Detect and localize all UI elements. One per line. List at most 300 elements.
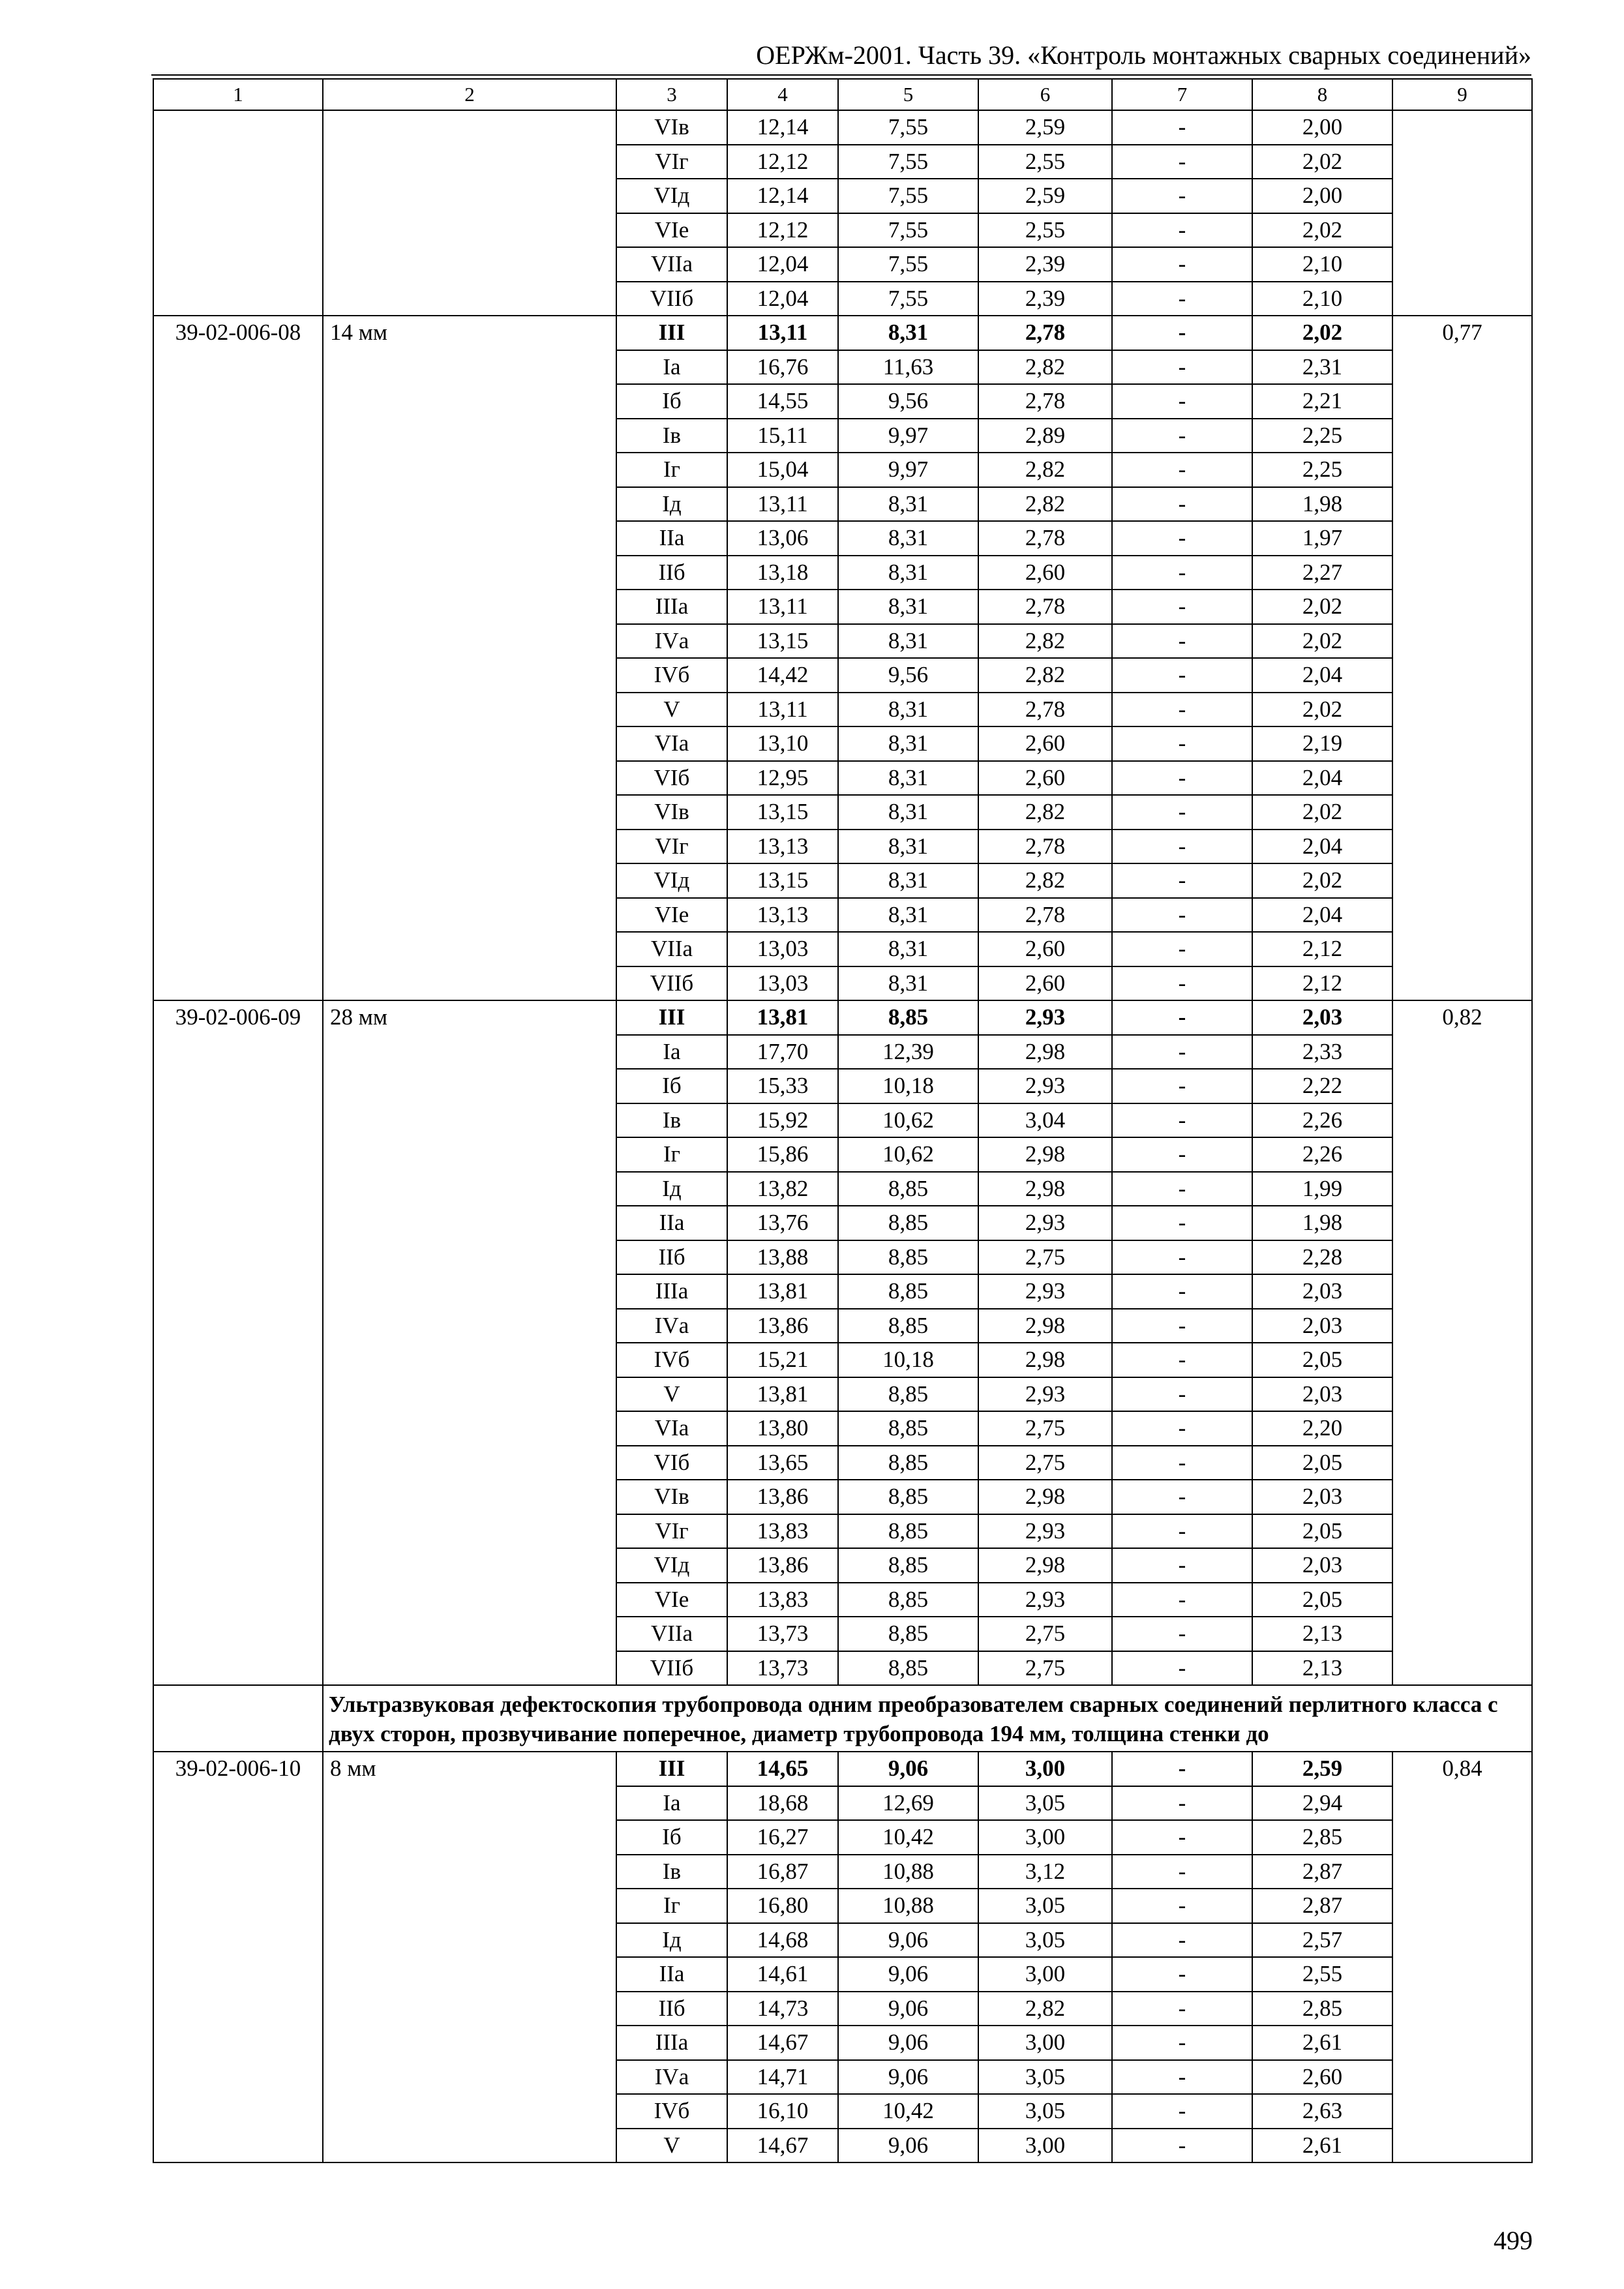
value-col7-cell: - — [1112, 1137, 1252, 1172]
value-col6-cell: 2,75 — [978, 1617, 1112, 1651]
value-col8-cell: 2,04 — [1252, 658, 1392, 693]
value-col6-cell: 2,93 — [978, 1514, 1112, 1549]
value-col7-cell: - — [1112, 1377, 1252, 1412]
value-col7-cell: - — [1112, 487, 1252, 522]
value-col4-cell: 13,86 — [727, 1548, 838, 1583]
value-col4-cell: 15,04 — [727, 453, 838, 487]
value-col4-cell: 12,04 — [727, 247, 838, 282]
value-col8-cell: 2,85 — [1252, 1820, 1392, 1855]
value-col5-cell: 8,85 — [838, 1411, 978, 1446]
value-col8-cell: 2,59 — [1252, 1752, 1392, 1786]
value-col8-cell: 2,03 — [1252, 1377, 1392, 1412]
zone-cell: VIIа — [616, 247, 727, 282]
value-col6-cell: 3,00 — [978, 1957, 1112, 1992]
value-col8-cell: 2,21 — [1252, 384, 1392, 419]
zone-cell: Iд — [616, 1923, 727, 1958]
value-col6-cell: 2,60 — [978, 966, 1112, 1001]
value-col7-cell: - — [1112, 932, 1252, 966]
zone-cell: IIа — [616, 521, 727, 556]
column-number: 9 — [1392, 79, 1532, 110]
value-col7-cell: - — [1112, 1240, 1252, 1275]
value-col8-cell: 2,33 — [1252, 1035, 1392, 1070]
value-col7-cell: - — [1112, 2060, 1252, 2095]
value-col4-cell: 12,04 — [727, 282, 838, 316]
value-col4-cell: 13,15 — [727, 863, 838, 898]
value-col5-cell: 8,31 — [838, 624, 978, 659]
value-col4-cell: 15,33 — [727, 1069, 838, 1103]
value-col8-cell: 2,85 — [1252, 1992, 1392, 2026]
value-col8-cell: 2,04 — [1252, 761, 1392, 796]
value-col5-cell: 7,55 — [838, 179, 978, 213]
wall-thickness-cell — [323, 110, 616, 316]
zone-cell: VIе — [616, 1583, 727, 1617]
value-col4-cell: 16,76 — [727, 350, 838, 385]
value-col8-cell: 1,98 — [1252, 1206, 1392, 1240]
column-number: 3 — [616, 79, 727, 110]
value-col6-cell: 2,78 — [978, 521, 1112, 556]
zone-cell: VIIб — [616, 1651, 727, 1686]
value-col8-cell: 1,99 — [1252, 1172, 1392, 1206]
value-col6-cell: 2,75 — [978, 1651, 1112, 1686]
value-col5-cell: 8,31 — [838, 830, 978, 864]
value-col8-cell: 2,20 — [1252, 1411, 1392, 1446]
zone-cell: VIг — [616, 830, 727, 864]
value-col8-cell: 2,10 — [1252, 282, 1392, 316]
value-col8-cell: 2,10 — [1252, 247, 1392, 282]
value-col8-cell: 2,05 — [1252, 1343, 1392, 1377]
value-col7-cell: - — [1112, 1820, 1252, 1855]
value-col4-cell: 13,76 — [727, 1206, 838, 1240]
value-col8-cell: 2,00 — [1252, 110, 1392, 145]
zone-cell: VIIа — [616, 1617, 727, 1651]
zone-cell: Iб — [616, 384, 727, 419]
value-col5-cell: 8,85 — [838, 1548, 978, 1583]
value-col7-cell: - — [1112, 1172, 1252, 1206]
value-col8-cell: 2,13 — [1252, 1651, 1392, 1686]
value-col4-cell: 13,11 — [727, 693, 838, 727]
value-col8-cell: 2,04 — [1252, 898, 1392, 933]
value-col7-cell: - — [1112, 1343, 1252, 1377]
value-col8-cell: 2,87 — [1252, 1889, 1392, 1923]
value-col8-cell: 2,03 — [1252, 1000, 1392, 1035]
zone-cell: Iд — [616, 1172, 727, 1206]
rates-table — [153, 78, 1533, 2163]
zone-cell: IIа — [616, 1957, 727, 1992]
value-col6-cell: 2,82 — [978, 863, 1112, 898]
value-col8-cell: 2,25 — [1252, 453, 1392, 487]
value-col6-cell: 3,05 — [978, 2060, 1112, 2095]
value-col7-cell: - — [1112, 863, 1252, 898]
value-col6-cell: 3,00 — [978, 1752, 1112, 1786]
value-col5-cell: 8,31 — [838, 898, 978, 933]
value-col5-cell: 10,62 — [838, 1103, 978, 1138]
value-col5-cell: 10,18 — [838, 1343, 978, 1377]
value-col5-cell: 10,18 — [838, 1069, 978, 1103]
value-col7-cell: - — [1112, 419, 1252, 453]
value-col4-cell: 13,06 — [727, 521, 838, 556]
page-number: 499 — [1494, 2226, 1533, 2255]
value-col5-cell: 8,31 — [838, 726, 978, 761]
value-col8-cell: 2,02 — [1252, 316, 1392, 350]
zone-cell: IIб — [616, 1992, 727, 2026]
value-col4-cell: 13,83 — [727, 1514, 838, 1549]
value-col6-cell: 2,93 — [978, 1274, 1112, 1309]
rate-col9-cell: 0,84 — [1392, 1752, 1532, 2162]
value-col6-cell: 2,82 — [978, 350, 1112, 385]
value-col6-cell: 2,60 — [978, 761, 1112, 796]
value-col6-cell: 2,78 — [978, 384, 1112, 419]
value-col7-cell: - — [1112, 1957, 1252, 1992]
zone-cell: V — [616, 2129, 727, 2163]
zone-cell: III — [616, 1752, 727, 1786]
zone-cell: IVб — [616, 2094, 727, 2129]
value-col4-cell: 13,13 — [727, 830, 838, 864]
value-col4-cell: 12,14 — [727, 110, 838, 145]
rate-col9-cell: 0,77 — [1392, 316, 1532, 1000]
value-col5-cell: 10,62 — [838, 1137, 978, 1172]
value-col8-cell: 2,03 — [1252, 1480, 1392, 1514]
value-col6-cell: 3,05 — [978, 1923, 1112, 1958]
value-col8-cell: 2,02 — [1252, 795, 1392, 830]
value-col6-cell: 2,93 — [978, 1583, 1112, 1617]
value-col4-cell: 14,68 — [727, 1923, 838, 1958]
value-col5-cell: 8,31 — [838, 590, 978, 624]
value-col4-cell: 14,55 — [727, 384, 838, 419]
rate-col9-cell — [1392, 110, 1532, 316]
value-col7-cell: - — [1112, 2129, 1252, 2163]
zone-cell: Iг — [616, 453, 727, 487]
value-col6-cell: 3,05 — [978, 1786, 1112, 1821]
value-col4-cell: 14,67 — [727, 2129, 838, 2163]
value-col5-cell: 8,31 — [838, 795, 978, 830]
zone-cell: III — [616, 1000, 727, 1035]
zone-cell: III — [616, 316, 727, 350]
zone-cell: VIд — [616, 863, 727, 898]
value-col5-cell: 8,31 — [838, 932, 978, 966]
zone-cell: V — [616, 693, 727, 727]
value-col6-cell: 2,60 — [978, 726, 1112, 761]
value-col7-cell: - — [1112, 1309, 1252, 1343]
value-col8-cell: 2,22 — [1252, 1069, 1392, 1103]
value-col8-cell: 2,12 — [1252, 932, 1392, 966]
value-col7-cell: - — [1112, 1617, 1252, 1651]
zone-cell: IVа — [616, 624, 727, 659]
value-col5-cell: 8,85 — [838, 1480, 978, 1514]
value-col6-cell: 2,55 — [978, 213, 1112, 248]
wall-thickness-cell: 14 мм — [323, 316, 616, 1000]
zone-cell: Iв — [616, 1103, 727, 1138]
value-col4-cell: 16,87 — [727, 1855, 838, 1889]
value-col5-cell: 9,06 — [838, 2060, 978, 2095]
value-col8-cell: 2,55 — [1252, 1957, 1392, 1992]
value-col8-cell: 2,25 — [1252, 419, 1392, 453]
value-col7-cell: - — [1112, 316, 1252, 350]
value-col6-cell: 2,82 — [978, 487, 1112, 522]
column-number: 8 — [1252, 79, 1392, 110]
zone-cell: V — [616, 1377, 727, 1412]
value-col4-cell: 12,14 — [727, 179, 838, 213]
value-col5-cell: 7,55 — [838, 247, 978, 282]
value-col7-cell: - — [1112, 1855, 1252, 1889]
value-col7-cell: - — [1112, 1992, 1252, 2026]
zone-cell: VIд — [616, 179, 727, 213]
zone-cell: Iа — [616, 1035, 727, 1070]
value-col8-cell: 2,02 — [1252, 624, 1392, 659]
value-col7-cell: - — [1112, 1035, 1252, 1070]
rate-code-cell: 39-02-006-10 — [153, 1752, 323, 2162]
value-col5-cell: 7,55 — [838, 282, 978, 316]
value-col7-cell: - — [1112, 453, 1252, 487]
value-col8-cell: 2,26 — [1252, 1137, 1392, 1172]
value-col5-cell: 9,56 — [838, 658, 978, 693]
zone-cell: VIг — [616, 1514, 727, 1549]
rate-code-cell — [153, 110, 323, 316]
value-col6-cell: 2,55 — [978, 145, 1112, 179]
value-col6-cell: 3,05 — [978, 1889, 1112, 1923]
value-col4-cell: 13,11 — [727, 316, 838, 350]
value-col4-cell: 15,21 — [727, 1343, 838, 1377]
rate-col9-cell: 0,82 — [1392, 1000, 1532, 1685]
value-col7-cell: - — [1112, 1923, 1252, 1958]
value-col4-cell: 13,15 — [727, 624, 838, 659]
value-col4-cell: 16,80 — [727, 1889, 838, 1923]
value-col7-cell: - — [1112, 761, 1252, 796]
column-number: 1 — [153, 79, 323, 110]
value-col6-cell: 2,98 — [978, 1172, 1112, 1206]
value-col7-cell: - — [1112, 1548, 1252, 1583]
value-col6-cell: 2,93 — [978, 1377, 1112, 1412]
value-col5-cell: 8,85 — [838, 1617, 978, 1651]
value-col4-cell: 13,13 — [727, 898, 838, 933]
value-col7-cell: - — [1112, 898, 1252, 933]
value-col4-cell: 14,42 — [727, 658, 838, 693]
value-col5-cell: 8,85 — [838, 1583, 978, 1617]
value-col7-cell: - — [1112, 590, 1252, 624]
value-col5-cell: 8,31 — [838, 693, 978, 727]
value-col6-cell: 2,78 — [978, 693, 1112, 727]
value-col4-cell: 14,73 — [727, 1992, 838, 2026]
value-col8-cell: 2,60 — [1252, 2060, 1392, 2095]
value-col8-cell: 1,97 — [1252, 521, 1392, 556]
value-col5-cell: 8,31 — [838, 487, 978, 522]
value-col6-cell: 2,78 — [978, 316, 1112, 350]
value-col8-cell: 2,19 — [1252, 726, 1392, 761]
value-col4-cell: 13,03 — [727, 966, 838, 1001]
value-col6-cell: 2,39 — [978, 282, 1112, 316]
value-col5-cell: 8,85 — [838, 1274, 978, 1309]
value-col6-cell: 3,04 — [978, 1103, 1112, 1138]
value-col4-cell: 13,88 — [727, 1240, 838, 1275]
value-col6-cell: 2,75 — [978, 1446, 1112, 1480]
table-row — [153, 1752, 1532, 1786]
zone-cell: VIе — [616, 213, 727, 248]
value-col6-cell: 2,78 — [978, 590, 1112, 624]
value-col4-cell: 15,92 — [727, 1103, 838, 1138]
value-col6-cell: 2,93 — [978, 1069, 1112, 1103]
value-col7-cell: - — [1112, 1651, 1252, 1686]
value-col8-cell: 2,00 — [1252, 179, 1392, 213]
wall-thickness-cell: 8 мм — [323, 1752, 616, 2162]
value-col7-cell: - — [1112, 658, 1252, 693]
zone-cell: Iг — [616, 1137, 727, 1172]
value-col4-cell: 13,81 — [727, 1000, 838, 1035]
value-col5-cell: 8,85 — [838, 1172, 978, 1206]
value-col7-cell: - — [1112, 693, 1252, 727]
value-col6-cell: 2,82 — [978, 1992, 1112, 2026]
value-col6-cell: 2,82 — [978, 658, 1112, 693]
value-col5-cell: 7,55 — [838, 213, 978, 248]
value-col4-cell: 13,80 — [727, 1411, 838, 1446]
column-number: 6 — [978, 79, 1112, 110]
value-col5-cell: 9,06 — [838, 1992, 978, 2026]
value-col8-cell: 2,13 — [1252, 1617, 1392, 1651]
value-col6-cell: 2,98 — [978, 1480, 1112, 1514]
value-col6-cell: 2,75 — [978, 1411, 1112, 1446]
value-col5-cell: 8,31 — [838, 863, 978, 898]
value-col7-cell: - — [1112, 556, 1252, 590]
zone-cell: IIIа — [616, 2026, 727, 2060]
value-col4-cell: 12,12 — [727, 145, 838, 179]
rate-code-cell: 39-02-006-08 — [153, 316, 323, 1000]
value-col6-cell: 2,60 — [978, 556, 1112, 590]
value-col8-cell: 2,12 — [1252, 966, 1392, 1001]
value-col4-cell: 16,27 — [727, 1820, 838, 1855]
value-col5-cell: 9,06 — [838, 1957, 978, 1992]
value-col8-cell: 2,57 — [1252, 1923, 1392, 1958]
value-col6-cell: 2,98 — [978, 1035, 1112, 1070]
value-col8-cell: 2,61 — [1252, 2129, 1392, 2163]
value-col5-cell: 8,85 — [838, 1651, 978, 1686]
zone-cell: IVа — [616, 1309, 727, 1343]
value-col7-cell: - — [1112, 521, 1252, 556]
value-col6-cell: 2,93 — [978, 1000, 1112, 1035]
value-col5-cell: 10,88 — [838, 1855, 978, 1889]
value-col8-cell: 2,02 — [1252, 145, 1392, 179]
value-col4-cell: 13,18 — [727, 556, 838, 590]
zone-cell: VIб — [616, 761, 727, 796]
value-col8-cell: 2,03 — [1252, 1274, 1392, 1309]
zone-cell: VIIб — [616, 966, 727, 1001]
zone-cell: VIв — [616, 1480, 727, 1514]
value-col4-cell: 13,82 — [727, 1172, 838, 1206]
value-col5-cell: 11,63 — [838, 350, 978, 385]
value-col8-cell: 2,02 — [1252, 863, 1392, 898]
value-col4-cell: 13,11 — [727, 487, 838, 522]
value-col4-cell: 13,03 — [727, 932, 838, 966]
zone-cell: IVа — [616, 2060, 727, 2095]
value-col4-cell: 13,83 — [727, 1583, 838, 1617]
value-col4-cell: 14,71 — [727, 2060, 838, 2095]
value-col7-cell: - — [1112, 1786, 1252, 1821]
value-col5-cell: 12,39 — [838, 1035, 978, 1070]
value-col4-cell: 13,81 — [727, 1377, 838, 1412]
zone-cell: VIа — [616, 726, 727, 761]
section-heading: Ультразвуковая дефектоскопия трубопровода одним преобразователем сварных соединений перлитного класса с двух сторон, прозвучивание поперечное, диаметр трубопровода 194 мм, толщина стенки до — [323, 1685, 1532, 1752]
value-col8-cell: 2,31 — [1252, 350, 1392, 385]
table-row — [153, 110, 1532, 145]
value-col7-cell: - — [1112, 1752, 1252, 1786]
zone-cell: VIв — [616, 795, 727, 830]
zone-cell: Iа — [616, 350, 727, 385]
value-col4-cell: 13,86 — [727, 1480, 838, 1514]
zone-cell: Iв — [616, 1855, 727, 1889]
value-col7-cell: - — [1112, 830, 1252, 864]
value-col7-cell: - — [1112, 2094, 1252, 2129]
value-col6-cell: 3,00 — [978, 2129, 1112, 2163]
value-col4-cell: 14,65 — [727, 1752, 838, 1786]
header-rule — [151, 74, 1531, 76]
value-col4-cell: 12,95 — [727, 761, 838, 796]
value-col6-cell: 2,98 — [978, 1309, 1112, 1343]
value-col5-cell: 9,06 — [838, 2129, 978, 2163]
value-col8-cell: 2,87 — [1252, 1855, 1392, 1889]
value-col5-cell: 9,56 — [838, 384, 978, 419]
value-col7-cell: - — [1112, 110, 1252, 145]
zone-cell: VIе — [616, 898, 727, 933]
rate-code-cell: 39-02-006-09 — [153, 1000, 323, 1685]
value-col5-cell: 8,85 — [838, 1377, 978, 1412]
value-col8-cell: 2,03 — [1252, 1309, 1392, 1343]
zone-cell: Iб — [616, 1069, 727, 1103]
value-col8-cell: 2,02 — [1252, 590, 1392, 624]
value-col7-cell: - — [1112, 213, 1252, 248]
value-col6-cell: 3,00 — [978, 2026, 1112, 2060]
value-col5-cell: 9,97 — [838, 453, 978, 487]
value-col5-cell: 8,31 — [838, 521, 978, 556]
value-col7-cell: - — [1112, 1583, 1252, 1617]
zone-cell: IIIа — [616, 590, 727, 624]
value-col7-cell: - — [1112, 1206, 1252, 1240]
value-col5-cell: 9,97 — [838, 419, 978, 453]
value-col4-cell: 13,73 — [727, 1617, 838, 1651]
value-col5-cell: 8,85 — [838, 1309, 978, 1343]
value-col7-cell: - — [1112, 350, 1252, 385]
value-col5-cell: 8,31 — [838, 316, 978, 350]
column-number: 5 — [838, 79, 978, 110]
value-col8-cell: 2,94 — [1252, 1786, 1392, 1821]
value-col5-cell: 9,06 — [838, 1923, 978, 1958]
value-col5-cell: 8,31 — [838, 966, 978, 1001]
zone-cell: IVб — [616, 1343, 727, 1377]
zone-cell: IIIа — [616, 1274, 727, 1309]
zone-cell: IVб — [616, 658, 727, 693]
value-col7-cell: - — [1112, 1103, 1252, 1138]
column-number: 2 — [323, 79, 616, 110]
value-col5-cell: 8,85 — [838, 1240, 978, 1275]
column-number-row — [153, 79, 1532, 110]
value-col4-cell: 13,10 — [727, 726, 838, 761]
value-col6-cell: 2,82 — [978, 453, 1112, 487]
value-col8-cell: 2,28 — [1252, 1240, 1392, 1275]
value-col6-cell: 2,82 — [978, 795, 1112, 830]
value-col6-cell: 2,93 — [978, 1206, 1112, 1240]
value-col4-cell: 15,11 — [727, 419, 838, 453]
value-col5-cell: 10,88 — [838, 1889, 978, 1923]
value-col7-cell: - — [1112, 1514, 1252, 1549]
value-col4-cell: 13,86 — [727, 1309, 838, 1343]
value-col5-cell: 10,42 — [838, 1820, 978, 1855]
value-col6-cell: 2,59 — [978, 110, 1112, 145]
value-col5-cell: 7,55 — [838, 145, 978, 179]
value-col8-cell: 2,05 — [1252, 1514, 1392, 1549]
value-col8-cell: 2,04 — [1252, 830, 1392, 864]
value-col6-cell: 2,78 — [978, 898, 1112, 933]
zone-cell: Iв — [616, 419, 727, 453]
value-col4-cell: 14,67 — [727, 2026, 838, 2060]
value-col6-cell: 2,59 — [978, 179, 1112, 213]
value-col4-cell: 18,68 — [727, 1786, 838, 1821]
value-col7-cell: - — [1112, 1889, 1252, 1923]
